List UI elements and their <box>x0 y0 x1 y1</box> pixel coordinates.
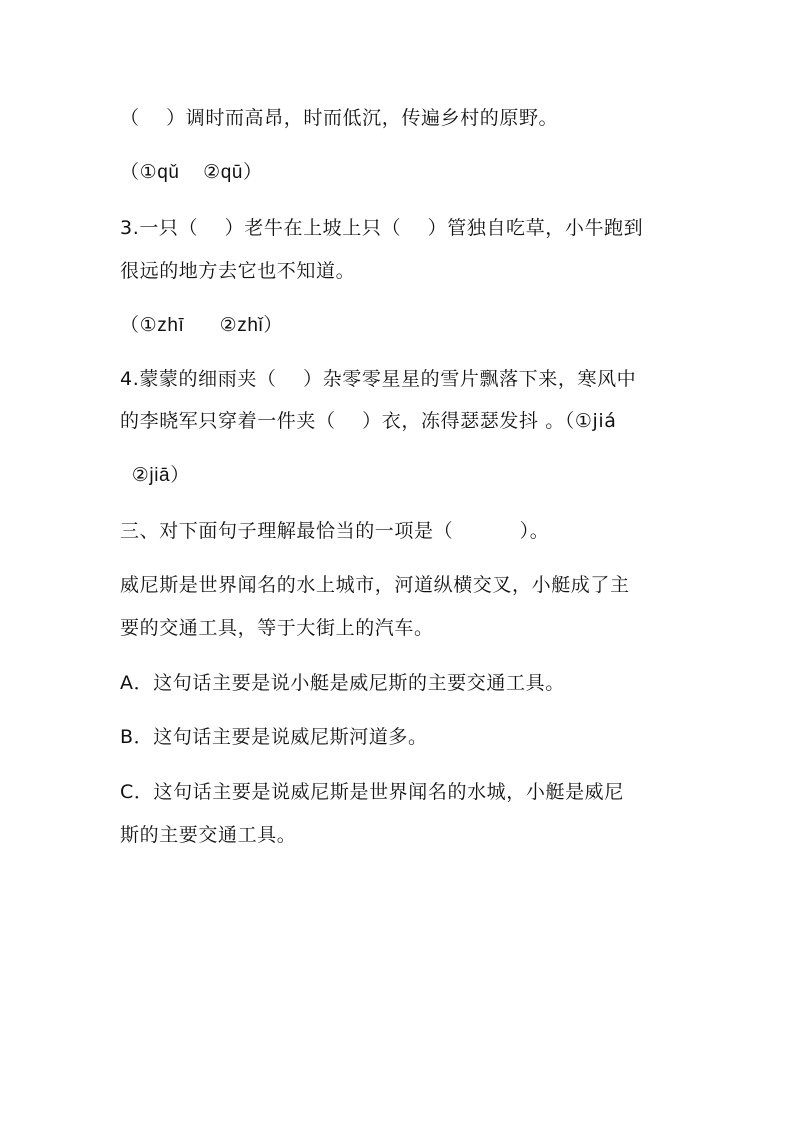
section-three-heading: 三、对下面句子理解最恰当的一项是（ ）。 <box>120 520 550 542</box>
option-c-line-1: C．这句话主要是说威尼斯是世界闻名的水城，小艇是威尼 <box>120 781 624 803</box>
venice-sentence-line-2: 要的交通工具，等于大街上的汽车。 <box>120 617 434 639</box>
question-3-line-2: 很远的地方去它也不知道。 <box>120 260 356 282</box>
question-4-line-2: 的李晓军只穿着一件夹（ ）衣，冻得瑟瑟发抖 。（①jiá <box>120 410 617 432</box>
option-a: A．这句话主要是说小艇是威尼斯的主要交通工具。 <box>120 672 565 694</box>
question-4-line-1: 4.蒙蒙的细雨夹（ ）杂零零星星的雪片飘落下来，寒风中 <box>120 368 637 390</box>
question-3-line-1: 3.一只（ ）老牛在上坡上只（ ）管独自吃草，小牛跑到 <box>120 217 644 239</box>
venice-sentence-line-1: 威尼斯是世界闻名的水上城市，河道纵横交叉，小艇成了主 <box>120 574 630 596</box>
question-4-line-3: ②jiā） <box>120 465 190 486</box>
option-b: B．这句话主要是说威尼斯河道多。 <box>120 726 428 748</box>
text-line-pinyin-qu: （①qǔ ②qū） <box>120 162 263 183</box>
text-line-pinyin-zhi: （①zhī ②zhǐ） <box>120 315 283 336</box>
option-c-line-2: 斯的主要交通工具。 <box>120 824 297 846</box>
text-line-tune-sentence: （ ）调时而高昂，时而低沉，传遍乡村的原野。 <box>120 107 559 129</box>
